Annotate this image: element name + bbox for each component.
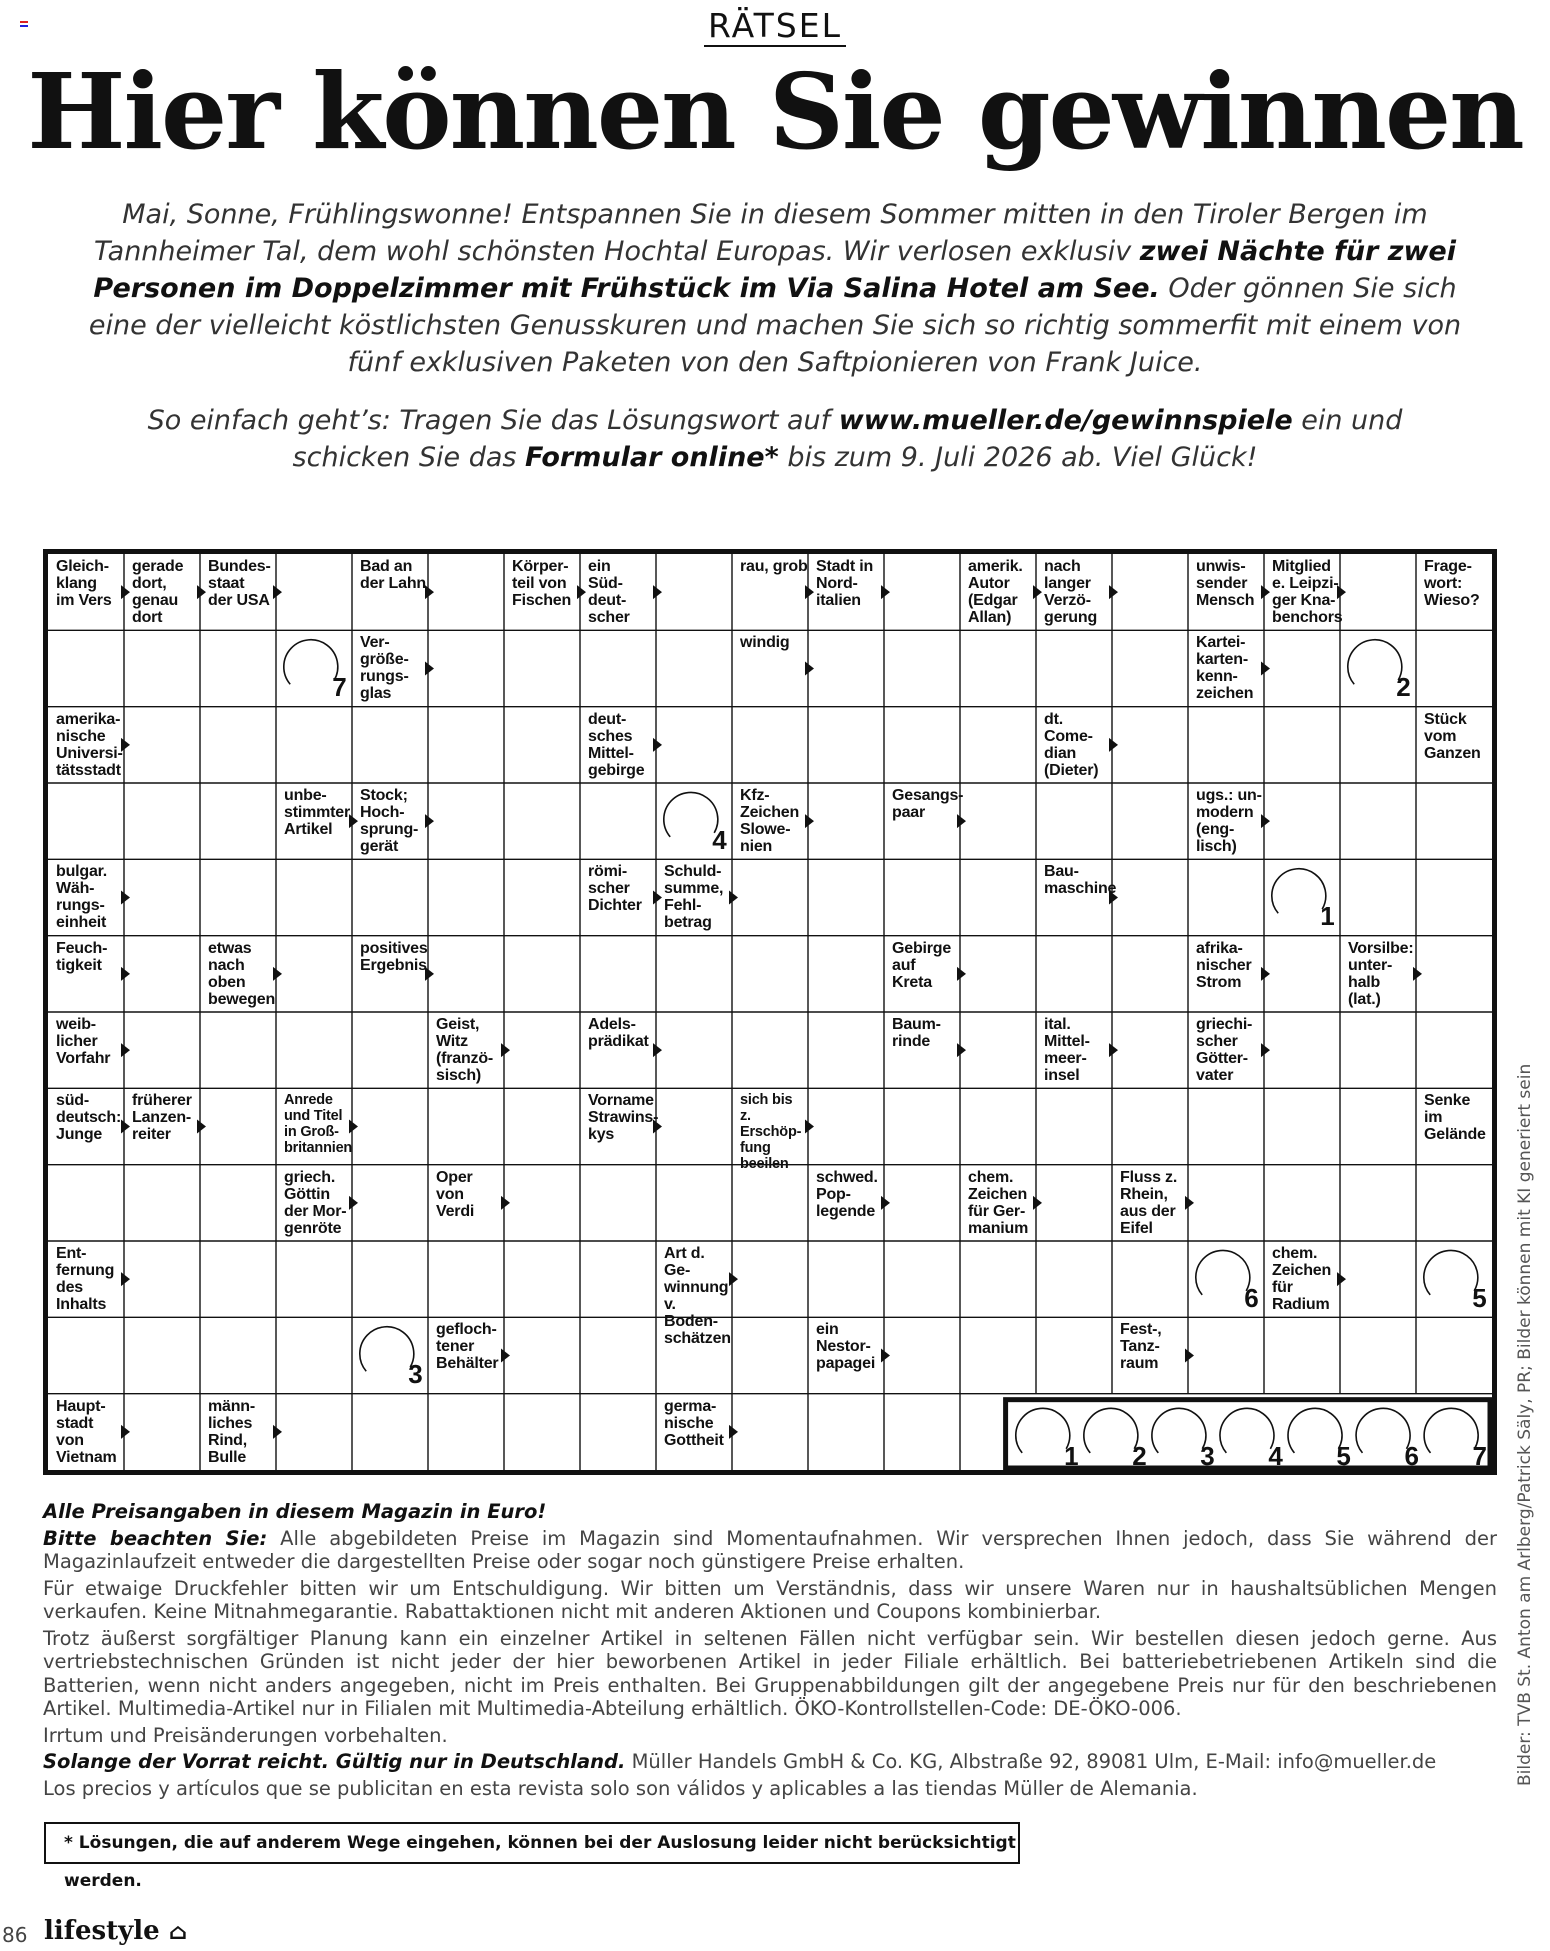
clue-cell: Stadt in Nord- italien [816, 558, 874, 609]
howto-text: So einfach geht’s: Tragen Sie das Lösungswort auf www.mueller.de/gewinnspiele ein und schicken Sie das Formular online* bis zum 9. Juli 2026 ab. Viel Glück! [147, 405, 1403, 473]
answer-number: 6 [1244, 1282, 1259, 1313]
clue-cell: schwed. Pop- legende [816, 1168, 878, 1220]
answer-number: 4 [712, 824, 727, 855]
fineprint-para: Trotz äußerst sorgfältiger Planung kann ein einzelner Artikel in seltenen Fällen nicht verfügbar sein. Wir bestellen diesen jedoch gerne. Aus vertriebstechnischen Gründen ist nicht jeder der hier beworbenen Artikel in jeder Filiale erhältlich. Bei batteriebetriebenen Artikeln sind die Batterien, wenn nicht anders angegeben, nicht im Preis enthalten. Bei Gruppenabbildungen gilt der angegebene Preis nur für den beschriebenen Artikel. Multimedia-Artikel nur in Filialen mit Multimedia-Abteilung erhältlich. ÖKO-Kontrollstellen-Code: DE-ÖKO-006. [43, 1626, 1497, 1720]
answer-number: 2 [1396, 672, 1411, 703]
clue-cell: Kartei- karten- kenn- zeichen [1196, 634, 1254, 703]
clue-cell: gefloch- tener Behälter [436, 1321, 499, 1373]
clue-cell: Gebirge auf Kreta [892, 939, 952, 991]
clue-cell: ein Nestor- papagei [816, 1321, 876, 1373]
clue-cell: Bundes- staat der USA [208, 558, 271, 609]
solution-number: 6 [1404, 1440, 1419, 1471]
clue-cell: amerik. Autor (Edgar Allan) [968, 558, 1023, 626]
clue-cell: gerade dort, genau dort [132, 558, 184, 626]
clue-cell: bulgar. Wäh- rungs- einheit [56, 863, 108, 932]
answer-circle [664, 792, 718, 836]
clue-cell: unwis- sender Mensch [1196, 558, 1255, 609]
clue-cell: Stück vom Ganzen [1424, 710, 1481, 762]
clue-cell: süd- deutsch: Junge [56, 1092, 122, 1144]
clue-cell: Fest-, Tanz- raum [1120, 1321, 1162, 1373]
clue-cell: Baum- rinde [892, 1016, 941, 1050]
price-note: Alle Preisangaben in diesem Magazin in Euro! [43, 1500, 547, 1523]
page-number: 86 [2, 1923, 28, 1947]
image-credit: Bilder: TVB St. Anton am Arlberg/Patrick Säly, PR; Bilder können mit KI generiert sein [1515, 1063, 1535, 1786]
clue-cell: Senke im Gelände [1424, 1092, 1486, 1144]
clue-cell: Vorsilbe: unter- halb (lat.) [1348, 939, 1414, 1008]
clue-cell: römi- scher Dichter [588, 863, 642, 915]
clue-cell: etwas nach oben bewegen [208, 939, 276, 1008]
clue-cell: sich bis z. Erschöp- fung beeilen [740, 1092, 802, 1173]
submission-note: * Lösungen, die auf anderem Wege eingehen, können bei der Auslosung leider nicht berücksichtigt werden. [44, 1822, 1020, 1864]
fineprint: Alle Preisangaben in diesem Magazin in Euro! Bitte beachten Sie: Alle abgebildeten Preise im Magazin sind Momentaufnahmen. Wir versprechen Ihnen jedoch, dass Sie während der Magazinlaufzeit entweder die dargestellten Preise oder sogar noch günstigere Preise erhalten. Für etwaige Druckfehler bitten wir um Entschuldigung. Wir bitten um Verständnis, dass wir unsere Waren nur in haushaltsüblichen Mengen verkaufen. Keine Mitnahmegarantie. Rabattaktionen nicht mit anderen Aktionen und Coupons kombinierbar. Trotz äußerst sorgfältiger Planung kann ein einzelner Artikel in seltenen Fällen nicht verfügbar sein. Wir bestellen diesen jedoch gerne. Aus vertriebstechnischen Gründen ist nicht jeder der hier beworbenen Artikel in jeder Filiale erhältlich. Bei batteriebetriebenen Artikeln sind die Batterien, wenn nicht anders angegeben, nicht im Preis enthalten. Bei Gruppenabbildungen gilt der angegebene Preis nur für den beschriebenen Artikel. Multimedia-Artikel nur in Filialen mit Multimedia-Abteilung erhältlich. ÖKO-Kontrollstellen-Code: DE-ÖKO-006. Irrtum und Preisänderungen vorbehalten. Solange der Vorrat reicht. Gültig nur in Deutschland. Müller Handels GmbH & Co. KG, Albstraße 92, 89081 Ulm, E-Mail: info@mueller.de Los precios y artículos que se publicitan en esta revista solo son válidos y aplicables a las tiendas Müller de Alemania. [43, 1500, 1498, 1800]
clue-cell: positives Ergebnis [360, 939, 428, 974]
clue-cell: früherer Lanzen- reiter [132, 1092, 192, 1144]
fineprint-para: Irrtum und Preisänderungen vorbehalten. [43, 1723, 448, 1747]
crossword-grid [43, 549, 1497, 1475]
contest-link[interactable]: www.mueller.de/gewinnspiele [838, 405, 1293, 436]
answer-circle [1424, 1250, 1478, 1294]
clue-cell: Oper von Verdi [436, 1168, 475, 1220]
clue-cell: männ- liches Rind, Bulle [208, 1397, 256, 1466]
clue-cell: Bau- maschine [1044, 863, 1117, 898]
clue-cell: Gleich- klang im Vers [56, 558, 112, 609]
clue-cell: ein Süd- deut- scher [588, 558, 630, 626]
clue-cell: chem. Zeichen für Radium [1272, 1245, 1332, 1313]
solution-number: 7 [1472, 1440, 1487, 1471]
fineprint-para: Für etwaige Druckfehler bitten wir um Entschuldigung. Wir bitten um Verständnis, dass wir unsere Waren nur in haushaltsüblichen Mengen verkaufen. Keine Mitnahmegarantie. Rabattaktionen nicht mit anderen Aktionen und Coupons kombinierbar. [43, 1576, 1497, 1623]
solution-number: 4 [1268, 1440, 1283, 1471]
clue-cell: weib- licher Vorfahr [56, 1016, 111, 1067]
answer-circle [1272, 869, 1326, 913]
clue-cell: Körper- teil von Fischen [512, 558, 572, 609]
page-title: Hier können Sie gewinnen [27, 50, 1523, 173]
answer-circle [1196, 1250, 1250, 1294]
clue-cell: windig [740, 634, 790, 652]
brand-logo: lifestyle ⌂ [44, 1916, 188, 1946]
prize-text: zwei Nächte für zwei Personen im Doppelzimmer mit Frühstück im Via Salina Hotel am See. [93, 236, 1456, 304]
clue-cell: amerika- nische Universi- tätsstadt [56, 710, 123, 779]
clue-cell: unbe- stimmter Artikel [284, 787, 350, 838]
clue-cell: Haupt- stadt von Vietnam [56, 1397, 117, 1466]
form-link[interactable]: Formular online* [525, 442, 779, 473]
answer-number: 7 [332, 672, 347, 703]
clue-cell: ital. Mittel- meer- insel [1044, 1016, 1090, 1084]
answer-circle [360, 1327, 414, 1371]
section-label: RÄTSEL [0, 6, 1550, 45]
clue-cell: Geist, Witz (franzö- sisch) [436, 1016, 494, 1084]
clue-cell: Adels- prädikat [588, 1016, 649, 1050]
answer-number: 1 [1320, 901, 1335, 932]
clue-cell: Frage- wort: Wieso? [1424, 558, 1480, 609]
clue-cell: griechi- scher Götter- vater [1196, 1016, 1253, 1084]
clue-cell: rau, grob [740, 558, 808, 575]
clue-cell: Gesangs- paar [892, 787, 964, 821]
solution-number: 1 [1064, 1440, 1079, 1471]
fineprint-para: Los precios y artículos que se publicitan en esta revista solo son válidos y aplicables a las tiendas Müller de Alemania. [43, 1776, 1198, 1800]
solution-number: 3 [1200, 1440, 1215, 1471]
clue-cell: deut- sches Mittel- gebirge [588, 710, 645, 779]
heart-icon: ⌂ [168, 1919, 188, 1945]
clue-cell: Art d. Ge- winnung v. Boden- schätzen [664, 1245, 731, 1347]
clue-cell: dt. Come- dian (Dieter) [1044, 710, 1099, 779]
clue-cell: griech. Göttin der Mor- genröte [284, 1168, 347, 1237]
clue-cell: Vorname Strawins- kys [588, 1092, 659, 1144]
clue-cell: Bad an der Lahn [360, 558, 426, 592]
clue-cell: Kfz- Zeichen Slowe- nien [740, 787, 800, 855]
clue-cell: Stock; Hoch- sprung- gerät [360, 787, 419, 855]
clue-cell: Ent- fernung des Inhalts [56, 1245, 115, 1313]
clue-cell: afrika- nischer Strom [1196, 939, 1252, 991]
clue-cell: Feuch- tigkeit [56, 939, 108, 974]
clue-cell: Ver- größe- rungs- glas [360, 634, 409, 703]
clue-cell: germa- nische Gottheit [664, 1397, 724, 1449]
clue-cell: chem. Zeichen für Ger- manium [968, 1168, 1029, 1237]
answer-circle [284, 640, 338, 684]
intro-text: Mai, Sonne, Frühlingswonne! Entspannen Sie in diesem Sommer mitten in den Tiroler Bergen im Tannheimer Tal, dem wohl schönsten Hochtal Europas. Wir verlosen exklusiv zwei Nächte für zwei Personen im Doppelzimmer mit Frühstück im Via Salina Hotel am See. Oder gönnen Sie sich eine der vielleicht köstlichsten Genusskuren und machen Sie sich so richtig sommerfit mit einem von fünf exklusiven Paketen von den Saftpionieren von Frank Juice. [88, 199, 1462, 378]
clue-cell: Anrede und Titel in Groß- britannien [284, 1092, 353, 1157]
clue-cell: ugs.: un- modern (eng- lisch) [1196, 787, 1262, 855]
answer-circle [1348, 640, 1402, 684]
clue-cell: nach langer Verzö- gerung [1044, 558, 1098, 626]
solution-number: 2 [1132, 1440, 1147, 1471]
answer-number: 3 [408, 1359, 423, 1390]
solution-number: 5 [1336, 1440, 1351, 1471]
answer-number: 5 [1472, 1282, 1487, 1313]
clue-cell: Fluss z. Rhein, aus der Eifel [1120, 1168, 1178, 1237]
clue-cell: Schuld- summe, Fehl- betrag [664, 863, 724, 932]
clue-cell: Mitglied e. Leipzi- ger Kna- benchors [1272, 558, 1343, 626]
